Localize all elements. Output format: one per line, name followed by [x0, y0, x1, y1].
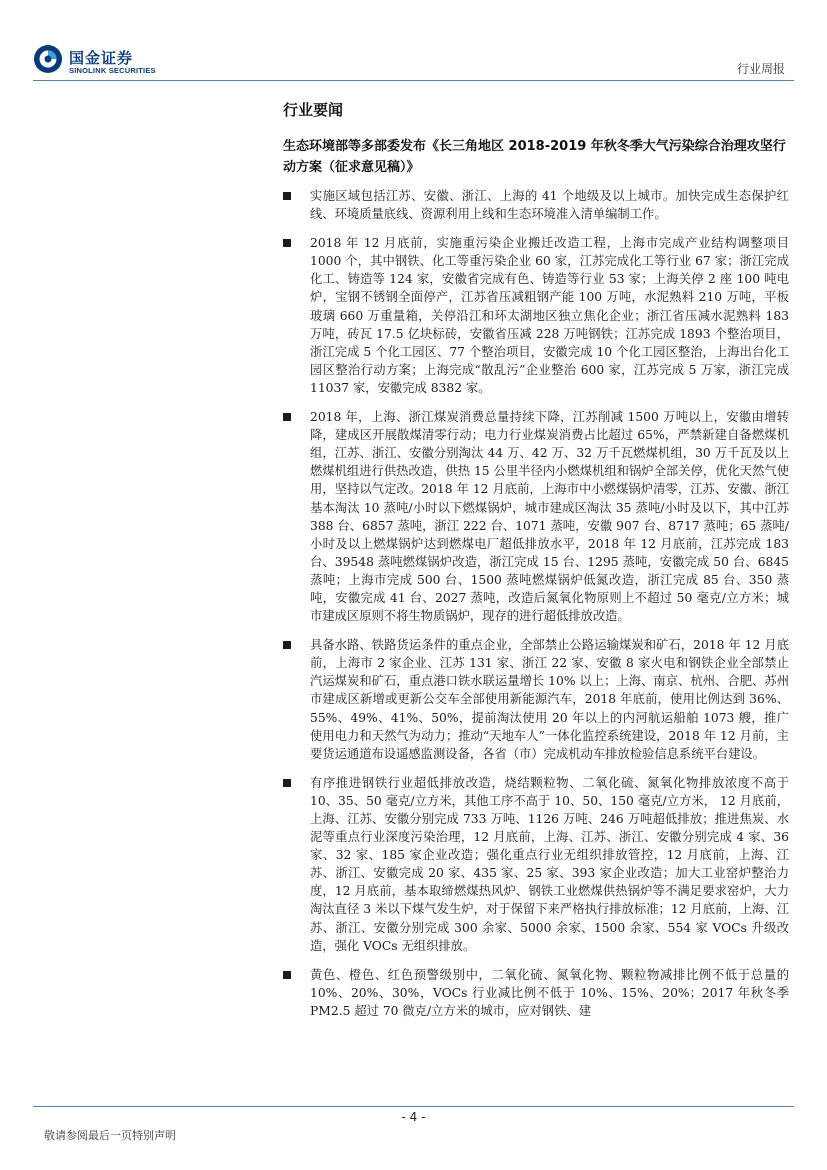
report-type-label: 行业周报 — [736, 62, 785, 76]
square-bullet-icon — [283, 971, 291, 979]
list-item-text: 有序推进钢铁行业超低排放改造，烧结颗粒物、二氧化硫、氮氧化物排放浓度不高于 10、35、50 毫克/立方米，其他工序不高于 10、50、150 毫克/立方米， 12 月底前，上海、江苏、安徽分别完成 733 万吨、1126 万吨、246 万吨超低排放；推进焦炭、水泥等重点行业深度污染治理，12 月底前，上海、江苏、浙江、安徽分别完成 4 家、36 家、32 家、185 家企业改造；强化重点行业无组织排放管控，12 月底前，上海、江苏、浙江、安徽完成 20 家、435 家、25 家、393 家企业改造；加大工业窑炉整治力度，12 月底前，基本取缔燃煤热风炉、钢铁工业燃煤供热锅炉等不满足要求窑炉，大力淘汰直径 3 米以下煤气发生炉，对于保留下来严格执行排放标准；12 月底前，上海、江苏、浙江、安徽分别完成 300 余家、5000 余家、1500 余家、554 家 VOCs 升级改造，强化 VOCs 无组织排放。 — [310, 775, 789, 953]
list-item-text: 黄色、橙色、红色预警级别中，二氧化硫、氮氧化物、颗粒物减排比例不低于总量的 10%、20%、30%，VOCs 行业减比例不低于 10%、15%、20%；2017 年秋冬季 PM2.5 超过 70 微克/立方米的城市，应对钢铁、建 — [310, 967, 789, 1018]
page-header — [0, 0, 827, 80]
logo-english-name: SINOLINK SECURITIES — [69, 66, 156, 75]
main-content — [283, 98, 789, 1031]
list-item-text: 具备水路、铁路货运条件的重点企业，全部禁止公路运输煤炭和矿石，2018 年 12 月底前，上海市 2 家企业、江苏 131 家、浙江 22 家、安徽 8 家火电和钢铁企业全部禁止汽运煤炭和矿石，重点港口铁水联运量增长 10% 以上；上海、南京、杭州、合肥、苏州市建成区新增或更新公交车全部使用新能源汽车，2018 年底前，使用比例达到 36%、55%、49%、41%、50%，提前淘汰使用 20 年以上的内河航运船舶 1073 艘，推广使用电力和天然气为动力；推动“天地车人”一体化监控系统建设，2018 年 12 月前，主要货运通道布设遥感监测设备，各省（市）完成机动车排放检验信息系统平台建设。 — [310, 638, 789, 761]
disclaimer-text: 敬请参阅最后一页特别声明 — [44, 1129, 176, 1142]
company-logo — [33, 44, 173, 78]
header-divider — [33, 80, 794, 81]
logo-chinese-name: 国金证券 — [69, 49, 134, 67]
square-bullet-icon — [283, 192, 291, 200]
bullet-list — [283, 187, 789, 1020]
footer-divider — [33, 1106, 794, 1107]
list-item — [283, 408, 789, 625]
list-item-text: 实施区域包括江苏、安徽、浙江、上海的 41 个地级及以上城市。加快完成生态保护红线、环境质量底线、资源利用上线和生态环境准入清单编制工作。 — [310, 189, 789, 222]
list-item — [283, 966, 789, 1020]
list-item — [283, 636, 789, 763]
article-title: 生态环境部等多部委发布《长三角地区 2018-2019 年秋冬季大气污染综合治理攻坚行动方案（征求意见稿）》 — [283, 139, 786, 175]
list-item-text: 2018 年，上海、浙江煤炭消费总量持续下降，江苏削减 1500 万吨以上，安徽由增转降，建成区开展散煤清零行动；电力行业煤炭消费占比超过 65%，严禁新建自备燃煤机组，江苏、浙江、安徽分别淘汰 44 万、42 万、32 万千瓦燃煤机组，30 万千瓦及以上燃煤机组进行供热改造，供热 15 公里半径内小燃煤机组和锅炉全部关停，优化天然气使用，坚持以气定改。2018 年 12 月底前，上海市中小燃煤锅炉清零，江苏、安徽、浙江基本淘汰 10 蒸吨/小时以下燃煤锅炉，城市建成区淘汰 35 蒸吨/小时及以下，其中江苏 388 台、6857 蒸吨，浙江 222 台、1071 蒸吨，安徽 907 台、8717 蒸吨；65 蒸吨/小时及以上燃煤锅炉达到燃煤电厂超低排放水平，2018 年 12 月底前，江苏完成 183 台、39548 蒸吨燃煤锅炉改造，浙江完成 15 台、1295 蒸吨，安徽完成 50 台、6845 蒸吨；上海市完成 500 台、1500 蒸吨燃煤锅炉低氮改造，浙江完成 85 台、350 蒸吨，安徽完成 41 台、2027 蒸吨，改造后氮氧化物原则上不超过 50 毫克/立方米；城市建成区原则不将生物质锅炉，现存的进行超低排放改造。 — [310, 410, 789, 624]
section-title: 行业要闻 — [283, 101, 344, 119]
square-bullet-icon — [283, 779, 291, 787]
sinolink-logo-icon — [33, 44, 63, 74]
square-bullet-icon — [283, 413, 291, 421]
list-item-text: 2018 年 12 月底前，实施重污染企业搬迁改造工程，上海市完成产业结构调整项目 1000 个，其中钢铁、化工等重污染企业 60 家，江苏完成化工等行业 67 家；浙江完成化工、铸造等 124 家，安徽省完成有色、铸造等行业 53 家；上海关停 2 座 100 吨电炉，宝钢不锈钢全面停产，江苏省压减粗钢产能 100 万吨，水泥熟料 210 万吨，平板玻璃 660 万重量箱，关停沿江和环太湖地区独立焦化企业；浙江省压减水泥熟料 183 万吨，砖瓦 17.5 亿块标砖，安徽省压减 228 万吨钢铁；江苏完成 1893 个整治项目，浙江完成 5 个化工园区、77 个整治项目，安徽完成 10 个化工园区整治，上海出台化工园区整治行动方案；上海完成“散乱污”企业整治 600 家，江苏完成 5 万家，浙江完成 11037 家，安徽完成 8382 家。 — [310, 236, 789, 395]
square-bullet-icon — [283, 641, 291, 649]
list-item — [283, 187, 789, 223]
list-item — [283, 774, 789, 955]
square-bullet-icon — [283, 239, 291, 247]
page-number: - 4 - — [401, 1110, 426, 1124]
list-item — [283, 234, 789, 397]
